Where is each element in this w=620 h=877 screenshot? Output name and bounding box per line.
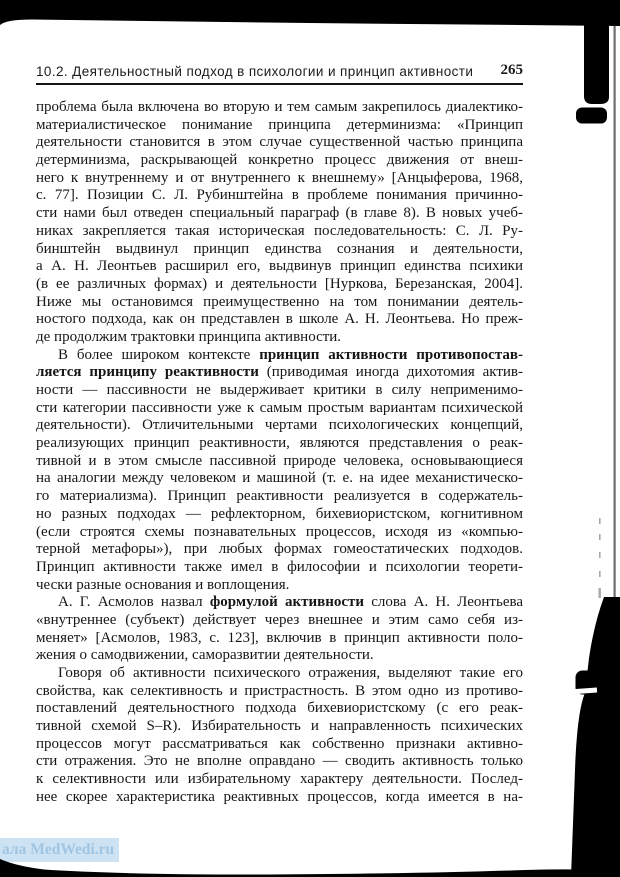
text-line: го материализма). Принцип реактивности реализуется в содержатель- [36,488,523,505]
text-line: сти категории пассивности уже к самым простым вариантам психической [36,399,523,416]
section-title: 10.2. Деятельностный подход в психологии и принцип активности [36,64,474,79]
text-line: реализующих принцип реактивности, являются представления о реак- [36,435,523,452]
text-line: тивной и в этом смысле пассивной природе человека, основывающиеся [36,452,523,469]
text-line: ляется принципу реактивности (приводимая иногда дихотомия актив- [36,364,523,381]
text-line: процессов могут рассматриваться как собственно признаки активно- [36,735,523,752]
scan-bar-top [0,0,620,26]
scan-blob-bottom-right [571,597,620,877]
text-line: к селективности или избирательному характеру деятельности. Послед- [36,771,523,788]
text-line: сти нами был отведен специальный параграф (в главе 8). В новых учеб- [36,205,523,222]
text-line: деятельности становится в этом случае существенной частью принципа [36,134,523,151]
text-line: меняет» [Асмолов, 1983, с. 123], включив в принцип активности поло- [36,629,523,646]
text-line: с. 77]. Позиции С. Л. Рубинштейна в проблеме понимания причинно- [36,187,523,204]
scan-edge-dashes [599,518,601,598]
text-line: детерминизма, раскрывающей конкретно процесс движения от внеш- [36,152,523,169]
watermark-text: ала MedWedi.ru [2,841,115,858]
text-line: ностого подхода, как он представлен в школе А. Н. Леонтьева. Но преж- [36,311,523,328]
text-line: В более широком контексте принцип активности противопостав- [58,346,523,363]
text-line: сти отражения. Это не вполне оправдано — сводить активность только [36,753,523,770]
text-line: а А. Н. Леонтьев расширил его, выдвинув принцип единства психики [36,258,523,275]
text-line: жения о самодвижении, саморазвитии деятельности. [36,647,374,664]
text-line: Ниже мы остановимся преимущественно на том понимании деятель- [36,293,523,310]
paragraph [36,99,523,347]
scan-blob-top-right [584,0,609,104]
scan-edge-line [614,26,616,598]
text-line: на аналогии между человеком и машиной (т. е. на идее механистическо- [36,470,523,487]
text-line: него к внутреннему и от внутреннего к внешнему» [Анцыферова, 1968, [36,169,523,186]
text-line: тивной схемой S–R). Избирательность и направленность психических [36,718,523,735]
scan-notch-white [569,688,597,695]
paragraph [36,347,523,595]
text-line: (если строятся схемы познавательных процессов, исходя из «компью- [36,523,523,540]
text-line: (в ее различных формах) и деятельности [Нуркова, Березанская, 2004]. [36,275,523,292]
text-line: терной метафоры»), при любых формах гомеостатических подходов. [36,541,523,558]
paragraph [36,665,523,807]
text-line: А. Г. Асмолов назвал формулой активности слова А. Н. Леонтьева [58,594,524,611]
running-header [36,62,523,85]
text-line: нее скорее характеристика реактивных процессов, когда имеется в на- [36,788,523,805]
text-line: Принцип активности также имел в философии и психологии теорети- [36,558,523,575]
text-line: поставлений деятельностного подхода бихевиористскому (с его реак- [36,700,523,717]
text-line: материалистическое понимание принципа детерминизма: «Принцип [36,116,523,133]
text-block [36,99,523,807]
text-line: никах закрепляется такая историческая последовательность: С. Л. Ру- [36,222,523,239]
text-line: Говоря об активности психического отражения, выделяют такие его [58,665,523,681]
text-line: деятельности). Отличительными чертами психологических концепций, [36,417,523,434]
text-line: бинштейн выдвинул принцип единства сознания и деятельности, [36,240,523,257]
text-line: свойства, как селективность и пристрастность. В этом одно из противо- [36,682,523,699]
page-content [36,62,523,807]
watermark-band [0,838,119,862]
text-line: проблема была включена во вторую и тем самым закрепилось диалектико- [36,99,523,115]
text-line: ности — пассивности не выдерживает критики в силу неприменимо- [36,382,523,398]
scan-tab-bottom-right [576,671,607,695]
page-number: 265 [500,62,523,78]
text-line: чески разные основания и воплощения. [36,576,290,593]
text-line: но разных подходах — рефлекторном, бихевиористском, когнитивном [36,505,523,522]
text-line: де продолжим трактовки принципа активности. [36,328,342,345]
text-line: «внутреннее (субъект) действует через внешнее и этим само себя из- [36,611,523,628]
paragraph [36,594,523,665]
scan-tab-top-right [576,108,607,124]
